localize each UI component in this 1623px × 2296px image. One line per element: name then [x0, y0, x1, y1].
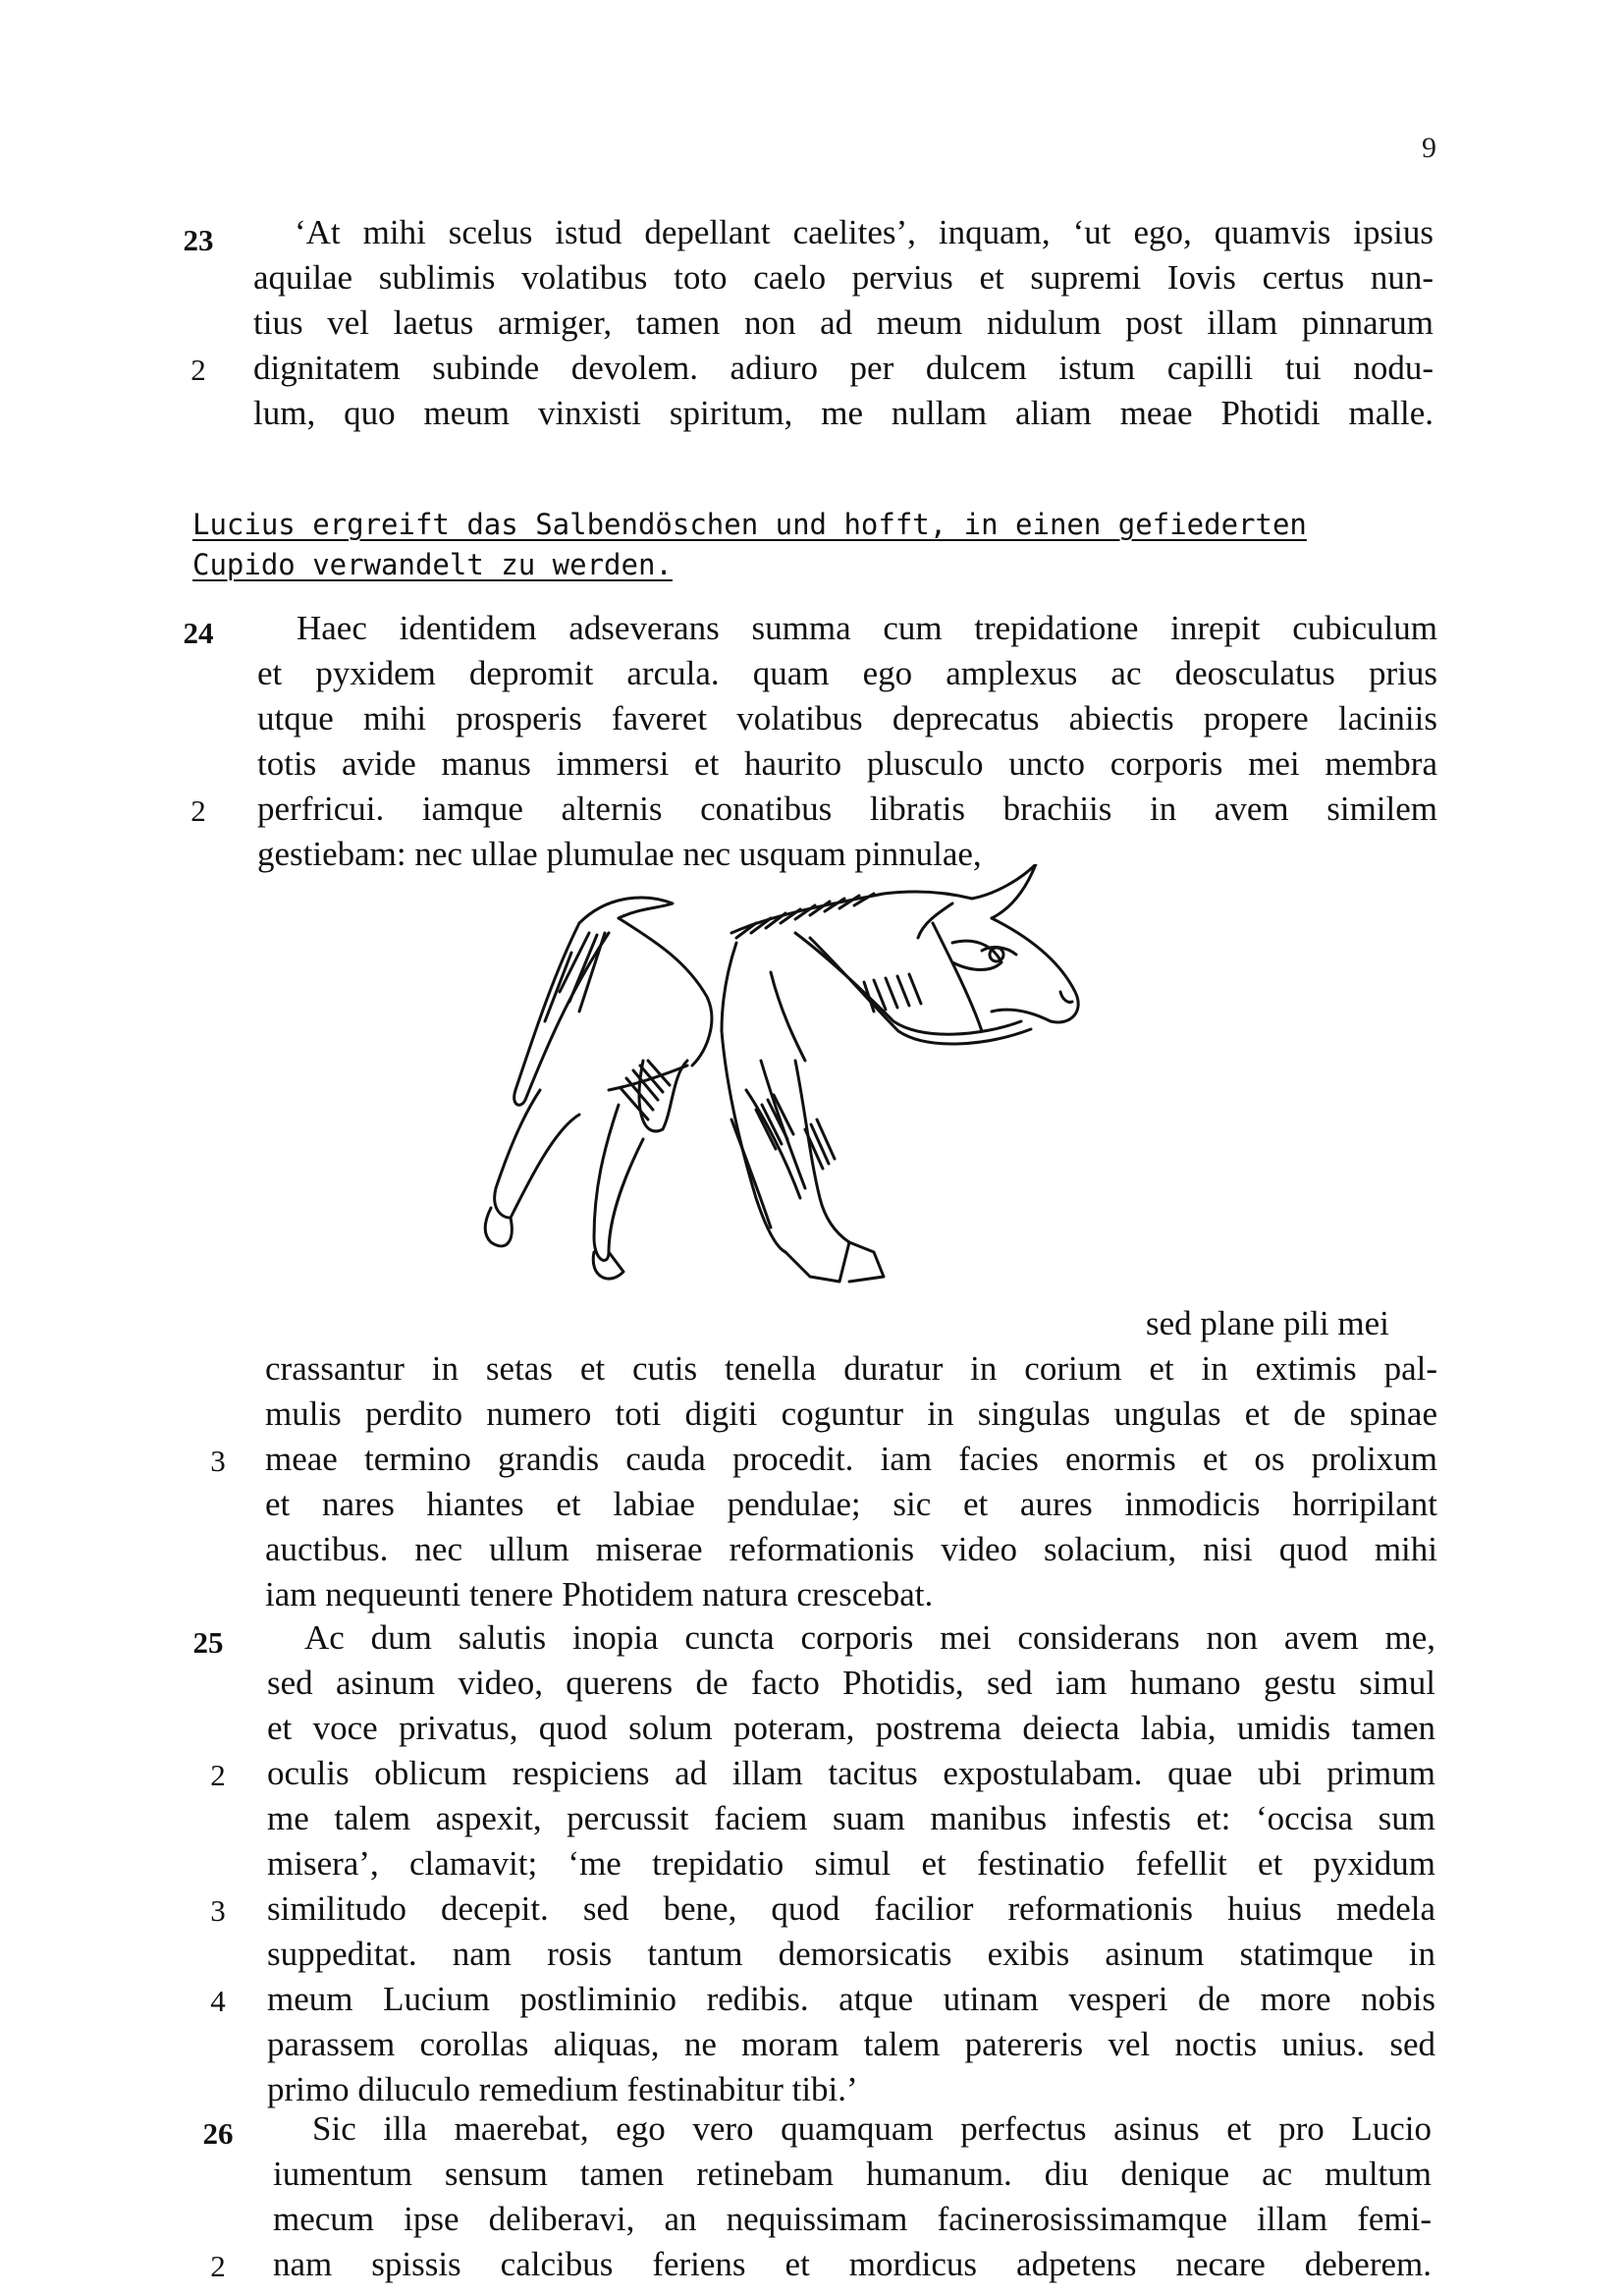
- text-line: misera’, clamavit; ‘me trepidatio simul et festinatio fefellit et pyxidum: [267, 1844, 1435, 1883]
- text-line: et pyxidem depromit arcula. quam ego amplexus ac deosculatus prius: [257, 654, 1437, 692]
- sub-marker-2: 2: [210, 2249, 226, 2283]
- section-heading-line-2: Cupido verwandelt zu werden.: [192, 548, 673, 581]
- text-line: me talem aspexit, percussit faciem suam manibus infestis et: ‘occisa sum: [267, 1799, 1435, 1837]
- text-line: utque mihi prosperis faveret volatibus deprecatus abiectis propere laciniis: [257, 699, 1437, 738]
- sub-marker-2: 2: [190, 353, 206, 387]
- text-line: nam spissis calcibus feriens et mordicus adpetens necare deberem.: [273, 2245, 1432, 2283]
- section-number-23: 23: [183, 223, 214, 257]
- text-line: dignitatem subinde devolem. adiuro per dulcem istum capilli tui nodu-: [253, 349, 1434, 387]
- sub-marker-2: 2: [210, 1758, 226, 1792]
- sub-marker-2: 2: [190, 793, 206, 828]
- text-line: suppeditat. nam rosis tantum demorsicatis exibis asinum statimque in: [267, 1935, 1435, 1973]
- text-line: ‘At mihi scelus istud depellant caelites’, inquam, ‘ut ego, quamvis ipsius: [295, 213, 1434, 251]
- sub-marker-3: 3: [210, 1893, 226, 1928]
- text-line: crassantur in setas et cutis tenella duratur in corium et in extimis pal-: [265, 1349, 1437, 1388]
- text-line: Sic illa maerebat, ego vero quamquam perfectus asinus et pro Lucio: [312, 2109, 1432, 2148]
- text-line: mulis perdito numero toti digiti coguntur in singulas ungulas et de spinae: [265, 1394, 1437, 1433]
- text-line: oculis oblicum respiciens ad illam tacitus expostulabam. quae ubi primum: [267, 1754, 1435, 1792]
- sub-marker-4: 4: [210, 1984, 226, 2018]
- text-line: gestiebam: nec ullae plumulae nec usquam pinnulae,: [257, 835, 982, 873]
- section-number-24: 24: [183, 616, 214, 650]
- text-line: Ac dum salutis inopia cuncta corporis mei considerans non avem me,: [304, 1618, 1435, 1657]
- text-line: iumentum sensum tamen retinebam humanum. diu denique ac multum: [273, 2155, 1432, 2193]
- text-line: iam nequeunti tenere Photidem natura crescebat.: [265, 1575, 934, 1613]
- text-line: Haec identidem adseverans summa cum trepidatione inrepit cubiculum: [297, 609, 1437, 647]
- text-line: primo diluculo remedium festinabitur tibi.’: [267, 2070, 858, 2108]
- text-line: tius vel laetus armiger, tamen non ad meum nidulum post illam pinnarum: [253, 303, 1434, 342]
- text-line: totis avide manus immersi et haurito plusculo uncto corporis mei membra: [257, 744, 1437, 783]
- text-line: aquilae sublimis volatibus toto caelo pervius et supremi Iovis certus nun-: [253, 258, 1434, 297]
- section-heading-line-1: Lucius ergreift das Salbendöschen und hofft, in einen gefiederten: [192, 508, 1307, 541]
- text-line: mecum ipse deliberavi, an nequissimam facinerosissimamque illam femi-: [273, 2200, 1432, 2238]
- text-line: perfricui. iamque alternis conatibus libratis brachiis in avem similem: [257, 790, 1437, 828]
- sub-marker-3: 3: [210, 1444, 226, 1478]
- text-line: similitudo decepit. sed bene, quod facilior reformationis huius medela: [267, 1889, 1435, 1928]
- text-line: sed asinum video, querens de facto Photidis, sed iam humano gestu simul: [267, 1664, 1435, 1702]
- text-line: meum Lucium postliminio redibis. atque utinam vesperi de more nobis: [267, 1980, 1435, 2018]
- text-line: auctibus. nec ullum miserae reformationis video solacium, nisi quod mihi: [265, 1530, 1437, 1568]
- text-line: et nares hiantes et labiae pendulae; sic et aures inmodicis horripilant: [265, 1485, 1437, 1523]
- text-line: sed plane pili mei: [1146, 1304, 1389, 1342]
- section-number-26: 26: [202, 2116, 234, 2151]
- text-line: lum, quo meum vinxisti spiritum, me nullam aliam meae Photidi malle.: [253, 394, 1434, 432]
- text-line: et voce privatus, quod solum poteram, postrema deiecta labia, umidis tamen: [267, 1709, 1435, 1747]
- page-number: 9: [1422, 132, 1436, 164]
- section-number-25: 25: [192, 1625, 224, 1660]
- text-line: parassem corollas aliquas, ne moram talem patereris vel noctis unius. sed: [267, 2025, 1435, 2063]
- text-line: meae termino grandis cauda procedit. iam facies enormis et os prolixum: [265, 1440, 1437, 1478]
- donkey-illustration: [461, 864, 1129, 1336]
